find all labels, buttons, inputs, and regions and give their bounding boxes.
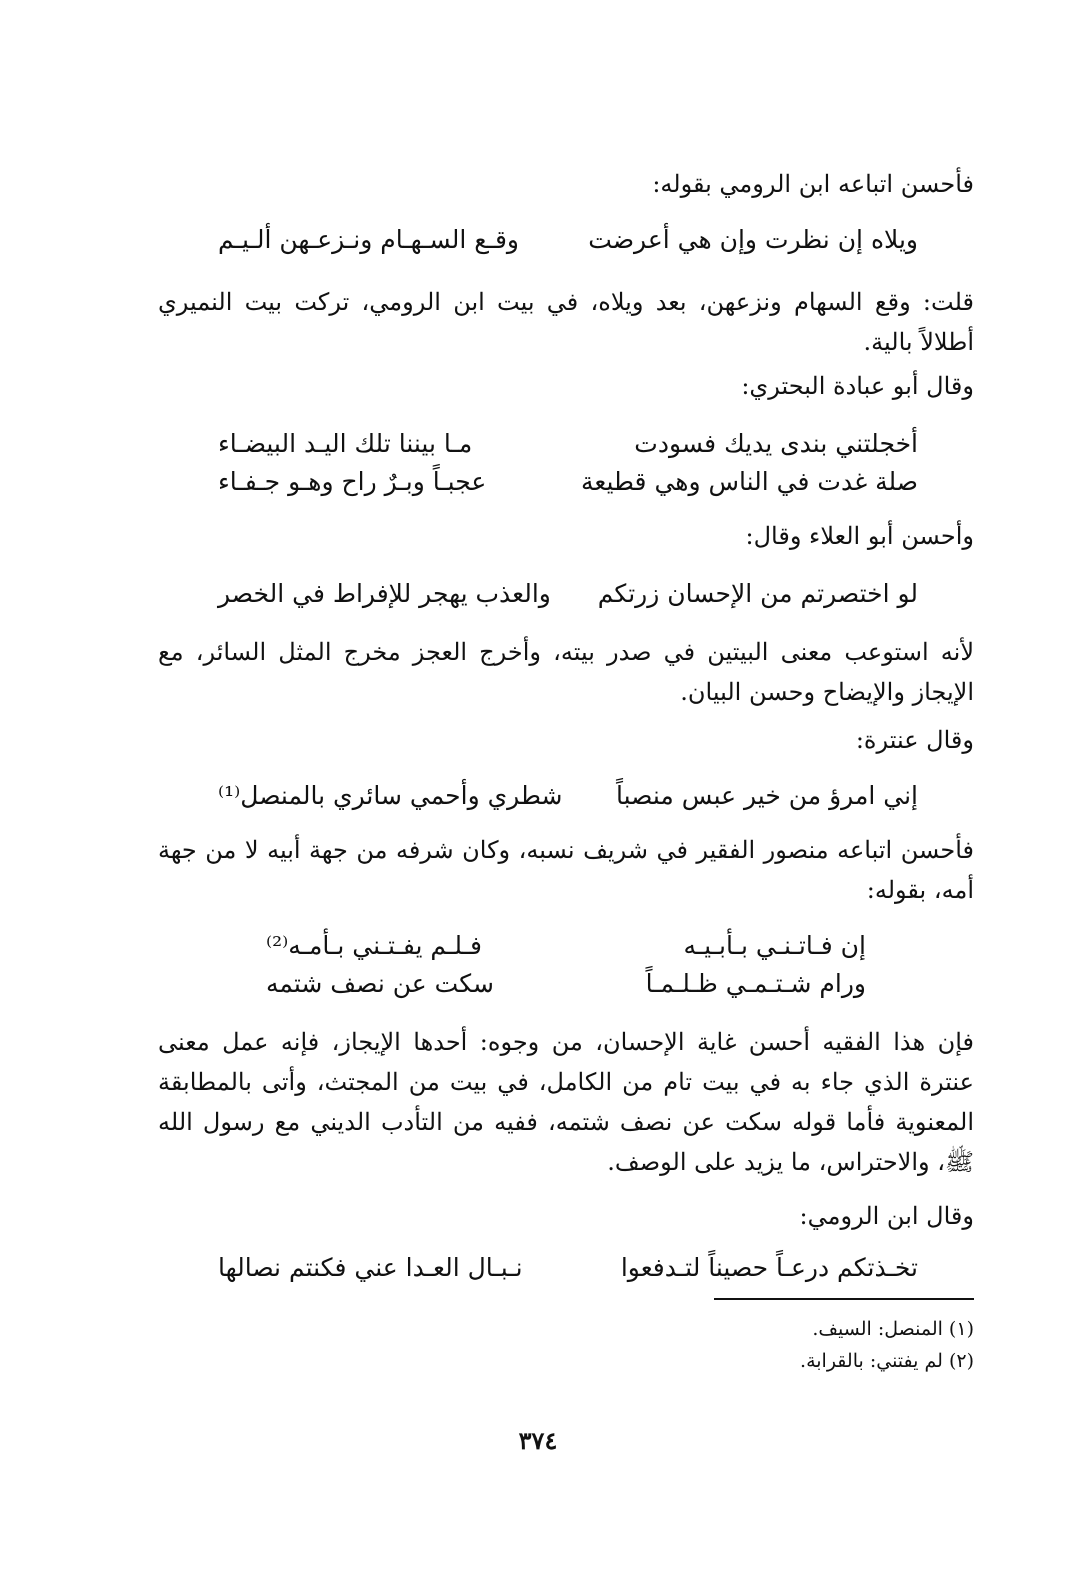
verse-line xyxy=(218,220,918,260)
paragraph-3: وقال أبو عبادة البحتري: xyxy=(741,372,974,400)
verse-first-hemistich: إن فـاتـنـي بـأبـيـه xyxy=(683,931,866,960)
page-number: ٣٧٤ xyxy=(518,1426,558,1455)
verse-first-hemistich: تخـذتكم درعـاً حصيناً لتـدفعوا xyxy=(620,1253,918,1282)
verse-line xyxy=(218,776,918,816)
verse-line xyxy=(218,574,918,614)
verse-first-hemistich: إني امرؤ من خير عبس منصباً xyxy=(615,781,918,810)
paragraph-5: لأنه استوعب معنى البيتين في صدر بيته، وأخرج العجز مخرج المثل السائر، مع الإيجاز والإيضاح وحسن البيان. xyxy=(158,638,974,706)
verse-second-hemistich: عجبـاً وبـرٌ راح وهـو جـفـاء xyxy=(218,467,487,496)
paragraph-2: قلت: وقع السهام ونزعهن، بعد ويلاه، في بيت ابن الرومي، تركت بيت النميري أطلالاً بالية. xyxy=(158,288,974,356)
verse-second-hemistich: شطري وأحمي سائري بالمنصل⁽¹⁾ xyxy=(218,781,563,810)
paragraph-6: وقال عنترة: xyxy=(855,726,974,754)
verse-first-hemistich: ورام شـتـمـي ظـلـمـاً xyxy=(645,969,866,998)
verse-line xyxy=(218,424,918,464)
verse-first-hemistich: ويلاه إن نظرت وإن هي أعرضت xyxy=(588,225,918,254)
verse-second-hemistich: فـلـم يفـتـني بـأمـه⁽²⁾ xyxy=(266,931,482,960)
paragraph-7: فأحسن اتباعه منصور الفقير في شريف نسبه، وكان شرفه من جهة أبيه لا من جهة أمه، بقوله: xyxy=(158,836,974,904)
verse-line xyxy=(218,1248,918,1288)
verse-first-hemistich: لو اختصرتم من الإحسان زرتكم xyxy=(597,579,918,608)
paragraph-1: فأحسن اتباعه ابن الرومي بقوله: xyxy=(652,170,974,198)
paragraph-9: وقال ابن الرومي: xyxy=(799,1202,974,1230)
verse-second-hemistich: نـبـال العـدا عني فكنتم نصالها xyxy=(218,1253,523,1282)
verse-second-hemistich: وقـع السـهـام ونـزعـهن ألـيـم xyxy=(218,225,519,254)
footnote-1: (١) المنصل: السيف. xyxy=(812,1318,974,1340)
verse-second-hemistich: مـا بيننا تلك اليـد البيضـاء xyxy=(218,429,473,458)
verse-first-hemistich: أخجلتني بندى يديك فسودت xyxy=(634,429,918,458)
footnote-2: (٢) لم يفتني: بالقرابة. xyxy=(800,1350,974,1372)
verse-first-hemistich: صلة غدت في الناس وهي قطيعة xyxy=(581,467,918,496)
paragraph-4: وأحسن أبو العلاء وقال: xyxy=(745,522,974,550)
verse-line xyxy=(266,926,866,966)
verse-line xyxy=(218,462,918,502)
verse-second-hemistich: سكت عن نصف شتمه xyxy=(266,969,494,998)
verse-line xyxy=(266,964,866,1004)
paragraph-8: فإن هذا الفقيه أحسن غاية الإحسان، من وجوه: أحدها الإيجاز، فإنه عمل معنى عنترة الذي جاء به في بيت تام من الكامل، في بيت من المجتث، وأتى بالمطابقة المعنوية فأما قوله سكت عن نصف شتمه، ففيه من التأدب الديني مع رسول الله ﷺ، والاحتراس، ما يزيد على الوصف. xyxy=(158,1028,974,1176)
verse-second-hemistich: والعذب يهجر للإفراط في الخصر xyxy=(218,579,551,608)
footnote-separator xyxy=(714,1298,974,1300)
